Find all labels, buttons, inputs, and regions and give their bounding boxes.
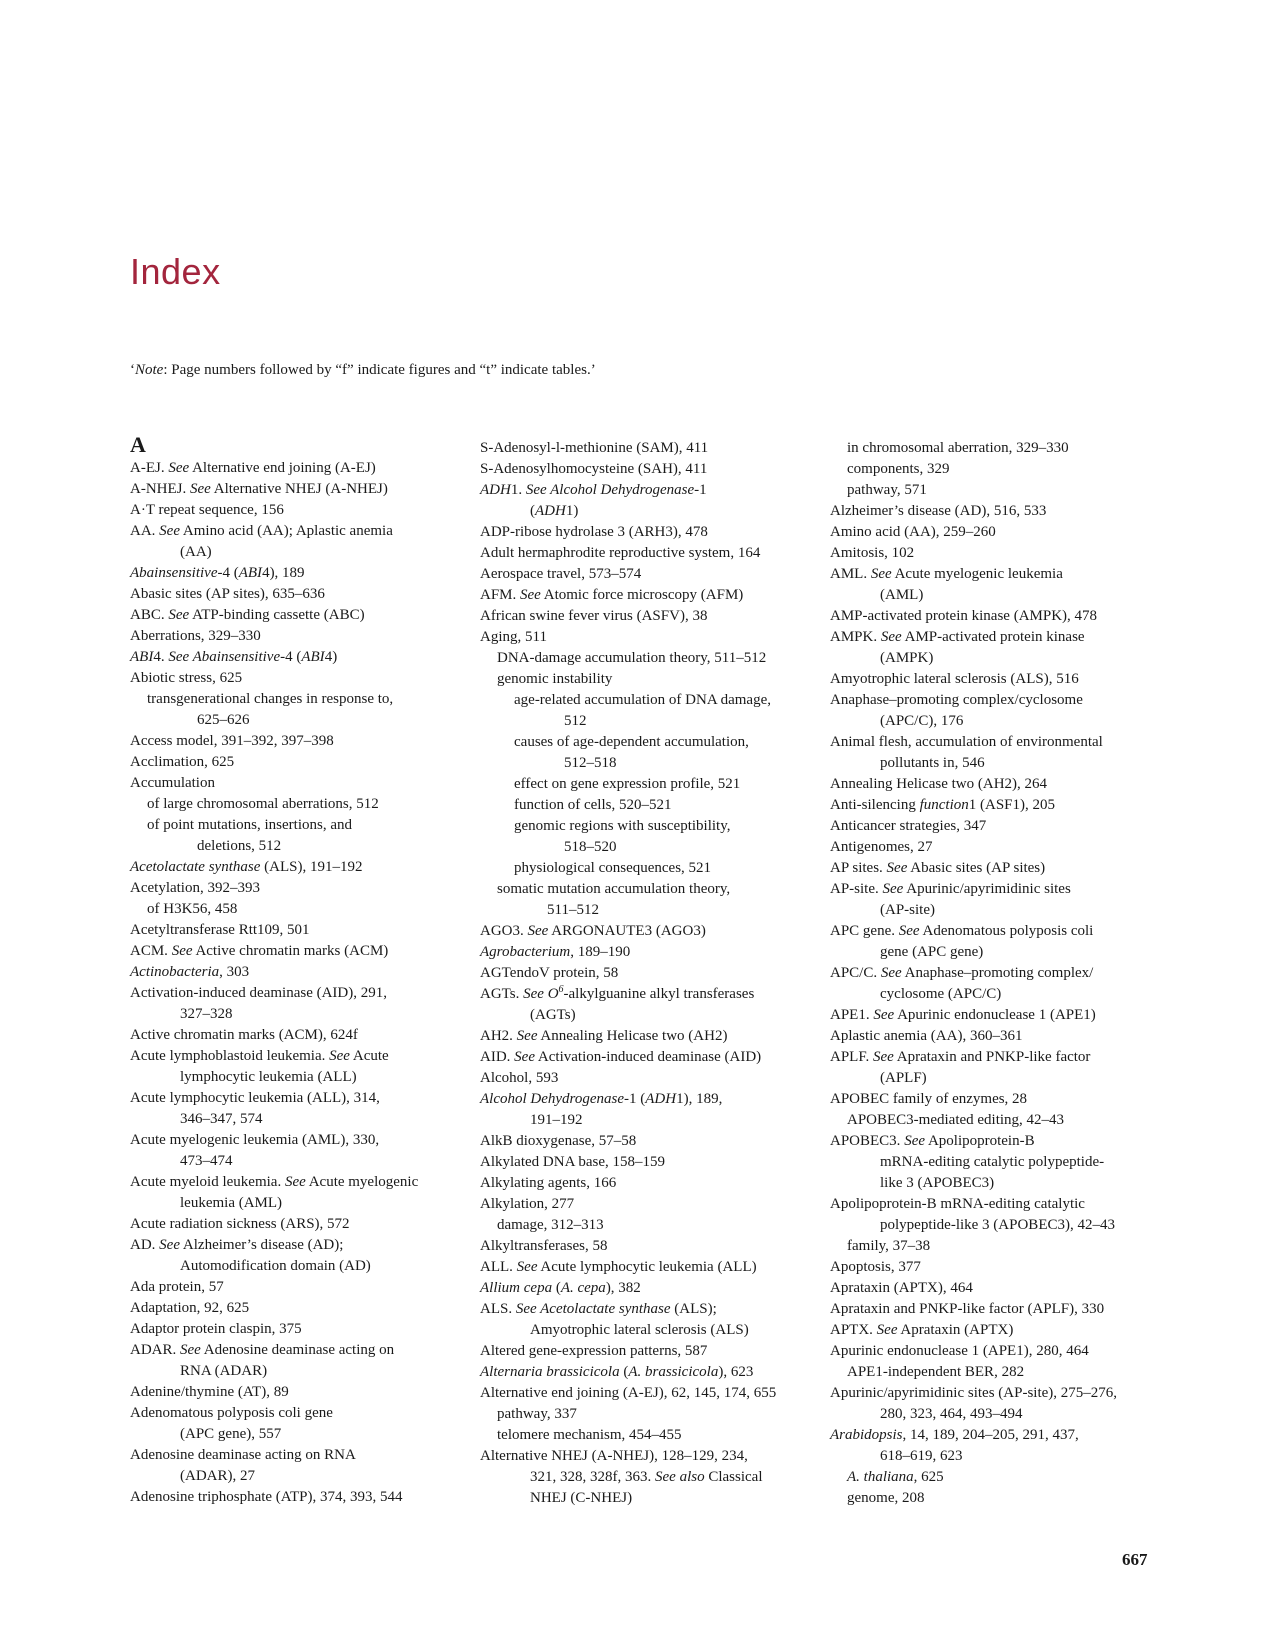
index-entry: Acetyltransferase Rtt109, 501 — [130, 922, 310, 938]
index-entries — [480, 438, 810, 1509]
index-entry: ABI4. See Abainsensitive-4 (ABI4) — [130, 649, 338, 665]
index-entry-continuation: 512–518 — [564, 755, 617, 771]
page-number: 667 — [1122, 1550, 1148, 1569]
index-entry: Altered gene-expression patterns, 587 — [480, 1343, 708, 1359]
index-entry-continuation: cyclosome (APC/C) — [880, 986, 1002, 1002]
index-subentry: in chromosomal aberration, 329–330 — [847, 440, 1069, 456]
index-entry-continuation: Amyotrophic lateral sclerosis (ALS) — [530, 1322, 749, 1338]
index-subentry: APOBEC3-mediated editing, 42–43 — [847, 1112, 1065, 1128]
index-entry: AA. See Amino acid (AA); Aplastic anemia — [130, 523, 393, 539]
index-entry: Alcohol Dehydrogenase-1 (ADH1), 189, — [480, 1091, 723, 1107]
index-entry: Apoptosis, 377 — [830, 1259, 921, 1275]
index-entry-continuation: 473–474 — [180, 1153, 233, 1169]
index-entry: Annealing Helicase two (AH2), 264 — [830, 776, 1048, 792]
index-entry: Allium cepa (A. cepa), 382 — [480, 1280, 641, 1296]
index-entry: Alternative end joining (A-EJ), 62, 145, 174, 655 — [480, 1385, 777, 1401]
index-entry: ADAR. See Adenosine deaminase acting on — [130, 1342, 395, 1358]
index-entry-continuation: 280, 323, 464, 493–494 — [880, 1406, 1023, 1422]
index-subentry: APE1-independent BER, 282 — [847, 1364, 1025, 1380]
index-entry: AD. See Alzheimer’s disease (AD); — [130, 1237, 344, 1253]
index-entry-continuation: leukemia (AML) — [180, 1195, 283, 1211]
index-subentry: function of cells, 520–521 — [514, 797, 672, 813]
index-entry: Aprataxin (APTX), 464 — [830, 1280, 973, 1296]
index-entry: African swine fever virus (ASFV), 38 — [480, 608, 708, 624]
index-entry: Anaphase–promoting complex/cyclosome — [830, 692, 1083, 708]
index-entry: Adaptor protein claspin, 375 — [130, 1321, 302, 1337]
index-entry: Abiotic stress, 625 — [130, 670, 243, 686]
index-entry-continuation: (ADAR), 27 — [180, 1468, 255, 1484]
index-entry: Alcohol, 593 — [480, 1070, 559, 1086]
index-entry: APLF. See Aprataxin and PNKP-like factor — [830, 1049, 1091, 1065]
index-entry: Adenine/thymine (AT), 89 — [130, 1384, 289, 1400]
index-column-2 — [480, 438, 810, 1509]
index-entry: AMP-activated protein kinase (AMPK), 478 — [830, 608, 1098, 624]
index-entry: Abasic sites (AP sites), 635–636 — [130, 586, 325, 602]
index-entry: A-EJ. See Alternative end joining (A-EJ) — [130, 460, 376, 476]
index-entry: Alkylated DNA base, 158–159 — [480, 1154, 665, 1170]
index-entry-continuation: (AMPK) — [880, 650, 934, 666]
index-subentry: A. thaliana, 625 — [847, 1469, 944, 1485]
note-text: : Page numbers followed by “f” indicate figures and “t” indicate tables.’ — [163, 362, 596, 378]
index-subentry: genomic regions with susceptibility, — [514, 818, 731, 834]
index-subentry: genome, 208 — [847, 1490, 925, 1506]
index-entry-continuation: 191–192 — [530, 1112, 583, 1128]
index-column-1 — [130, 432, 460, 1508]
index-entry: Abainsensitive-4 (ABI4), 189 — [130, 565, 305, 581]
index-entry: ALL. See Acute lymphocytic leukemia (ALL) — [480, 1259, 757, 1275]
index-entry-continuation: 346–347, 574 — [180, 1111, 263, 1127]
index-entry: APE1. See Apurinic endonuclease 1 (APE1) — [830, 1007, 1096, 1023]
index-entry: AP sites. See Abasic sites (AP sites) — [830, 860, 1046, 876]
index-entry-continuation: 618–619, 623 — [880, 1448, 963, 1464]
index-subentry: pathway, 337 — [497, 1406, 577, 1422]
index-entry-continuation: (APLF) — [880, 1070, 927, 1086]
index-entry: ACM. See Active chromatin marks (ACM) — [130, 943, 389, 959]
index-entry: Alkyltransferases, 58 — [480, 1238, 608, 1254]
index-subentry: transgenerational changes in response to, — [147, 691, 394, 707]
index-entry-continuation: (ADH1) — [530, 503, 579, 519]
index-entry: Adenosine deaminase acting on RNA — [130, 1447, 356, 1463]
index-entry: AGTs. See $O^6$-alkylguanine alkyl transferases — [480, 984, 755, 1002]
index-entry: Aprataxin and PNKP-like factor (APLF), 330 — [830, 1301, 1105, 1317]
index-entry: Adult hermaphrodite reproductive system, 164 — [480, 545, 761, 561]
index-entry: Access model, 391–392, 397–398 — [130, 733, 334, 749]
index-entry: Apolipoprotein-B mRNA-editing catalytic — [830, 1196, 1085, 1212]
index-subentry: of point mutations, insertions, and — [147, 817, 352, 833]
index-entry: Acetolactate synthase (ALS), 191–192 — [130, 859, 363, 875]
index-entry: AGTendoV protein, 58 — [480, 965, 619, 981]
index-entry: Acute myelogenic leukemia (AML), 330, — [130, 1132, 380, 1148]
index-entry: APC/C. See Anaphase–promoting complex/ — [830, 965, 1094, 981]
index-entry: ABC. See ATP-binding cassette (ABC) — [130, 607, 365, 623]
index-entry: AFM. See Atomic force microscopy (AFM) — [480, 587, 744, 603]
index-entry: Acute lymphoblastoid leukemia. See Acute — [130, 1048, 389, 1064]
index-entry: A-NHEJ. See Alternative NHEJ (A-NHEJ) — [130, 481, 388, 497]
index-entry: Ada protein, 57 — [130, 1279, 224, 1295]
index-entry: Adenomatous polyposis coli gene — [130, 1405, 333, 1421]
index-subentry: somatic mutation accumulation theory, — [497, 881, 731, 897]
index-subentry: effect on gene expression profile, 521 — [514, 776, 741, 792]
index-entry-continuation: (AP-site) — [880, 902, 935, 918]
index-entry: Alkylating agents, 166 — [480, 1175, 617, 1191]
index-entry: APTX. See Aprataxin (APTX) — [830, 1322, 1014, 1338]
index-entry-continuation: gene (APC gene) — [880, 944, 984, 960]
index-entry: Aging, 511 — [480, 629, 547, 645]
index-entry: AML. See Acute myelogenic leukemia — [830, 566, 1063, 582]
index-entry: Anticancer strategies, 347 — [830, 818, 987, 834]
index-entry: Apurinic/apyrimidinic sites (AP-site), 275–276, — [830, 1385, 1118, 1401]
index-entry: A·T repeat sequence, 156 — [130, 502, 284, 518]
index-entries — [130, 458, 460, 1508]
index-entry-continuation: 512 — [564, 713, 587, 729]
index-entry: AP-site. See Apurinic/apyrimidinic sites — [830, 881, 1071, 897]
index-column-3 — [830, 438, 1170, 1509]
index-entry: S-Adenosylhomocysteine (SAH), 411 — [480, 461, 708, 477]
index-subentry: physiological consequences, 521 — [514, 860, 712, 876]
note-label: Note — [135, 362, 164, 378]
index-entry: ALS. See Acetolactate synthase (ALS); — [480, 1301, 717, 1317]
index-entry-continuation: (APC gene), 557 — [180, 1426, 282, 1442]
index-entry: Aplastic anemia (AA), 360–361 — [830, 1028, 1023, 1044]
index-entry: APC gene. See Adenomatous polyposis coli — [830, 923, 1094, 939]
index-subentry: of large chromosomal aberrations, 512 — [147, 796, 379, 812]
index-subentry: genomic instability — [497, 671, 613, 687]
index-entry-continuation: 321, 328, 328f, 363. See also Classical — [530, 1469, 763, 1485]
index-subentry: causes of age-dependent accumulation, — [514, 734, 749, 750]
index-entry: Animal flesh, accumulation of environmental — [830, 734, 1103, 750]
index-entry-continuation: RNA (ADAR) — [180, 1363, 268, 1379]
index-entry: AlkB dioxygenase, 57–58 — [480, 1133, 637, 1149]
index-entry: Acute radiation sickness (ARS), 572 — [130, 1216, 350, 1232]
index-entry: Accumulation — [130, 775, 215, 791]
index-subentry: family, 37–38 — [847, 1238, 931, 1254]
index-subentry: telomere mechanism, 454–455 — [497, 1427, 682, 1443]
index-entry: ADH1. See Alcohol Dehydrogenase-1 — [480, 482, 707, 498]
index-subentry: pathway, 571 — [847, 482, 927, 498]
index-entry-continuation: (AML) — [880, 587, 924, 603]
index-entry-continuation: 518–520 — [564, 839, 617, 855]
index-entry-continuation: (AA) — [180, 544, 212, 560]
index-entry: Amitosis, 102 — [830, 545, 915, 561]
index-entry: Adaptation, 92, 625 — [130, 1300, 250, 1316]
index-subentry: DNA-damage accumulation theory, 511–512 — [497, 650, 767, 666]
index-entry: Alzheimer’s disease (AD), 516, 533 — [830, 503, 1047, 519]
index-entry: ADP-ribose hydrolase 3 (ARH3), 478 — [480, 524, 708, 540]
index-entry: AID. See Activation-induced deaminase (AID) — [480, 1049, 762, 1065]
index-entry-continuation: Automodification domain (AD) — [180, 1258, 371, 1274]
index-subentry: of H3K56, 458 — [147, 901, 238, 917]
index-entry: Acute myeloid leukemia. See Acute myelogenic — [130, 1174, 419, 1190]
index-entry-continuation: (AGTs) — [530, 1007, 576, 1023]
index-entry: Actinobacteria, 303 — [130, 964, 250, 980]
index-entry: S-Adenosyl-l-methionine (SAM), 411 — [480, 440, 709, 456]
index-entry: Arabidopsis, 14, 189, 204–205, 291, 437, — [830, 1427, 1079, 1443]
index-entry: Aerospace travel, 573–574 — [480, 566, 642, 582]
index-entry: Aberrations, 329–330 — [130, 628, 261, 644]
index-entry: Alternaria brassicicola (A. brassicicola), 623 — [480, 1364, 754, 1380]
index-entry-continuation: pollutants in, 546 — [880, 755, 985, 771]
index-entry: AGO3. See ARGONAUTE3 (AGO3) — [480, 923, 706, 939]
section-letter: A — [130, 432, 146, 457]
index-entry: Alkylation, 277 — [480, 1196, 575, 1212]
index-entry-continuation: NHEJ (C-NHEJ) — [530, 1490, 633, 1506]
index-entry-continuation: lymphocytic leukemia (ALL) — [180, 1069, 357, 1085]
index-entry: Antigenomes, 27 — [830, 839, 933, 855]
index-entry: Alternative NHEJ (A-NHEJ), 128–129, 234, — [480, 1448, 748, 1464]
index-entry-continuation: 511–512 — [547, 902, 599, 918]
index-entry: Amyotrophic lateral sclerosis (ALS), 516 — [830, 671, 1079, 687]
index-entry: Activation-induced deaminase (AID), 291, — [130, 985, 387, 1001]
index-entry-continuation: 327–328 — [180, 1006, 233, 1022]
index-entry-continuation: 625–626 — [197, 712, 250, 728]
index-entry-continuation: polypeptide-like 3 (APOBEC3), 42–43 — [880, 1217, 1115, 1233]
index-subentry: damage, 312–313 — [497, 1217, 604, 1233]
index-entry: Acetylation, 392–393 — [130, 880, 260, 896]
note-open-quote: ‘ — [130, 362, 135, 378]
index-subentry: age-related accumulation of DNA damage, — [514, 692, 771, 708]
index-entry: Agrobacterium, 189–190 — [480, 944, 631, 960]
index-entry-continuation: deletions, 512 — [197, 838, 282, 854]
index-entry: APOBEC family of enzymes, 28 — [830, 1091, 1028, 1107]
index-entry: Apurinic endonuclease 1 (APE1), 280, 464 — [830, 1343, 1089, 1359]
index-entry: AMPK. See AMP-activated protein kinase — [830, 629, 1085, 645]
index-note — [130, 360, 596, 380]
index-entry: APOBEC3. See Apolipoprotein-B — [830, 1133, 1035, 1149]
index-entry-continuation: like 3 (APOBEC3) — [880, 1175, 995, 1191]
page-title: Index — [130, 251, 221, 292]
index-entries — [830, 438, 1170, 1509]
index-entry: Amino acid (AA), 259–260 — [830, 524, 996, 540]
index-entry-continuation: (APC/C), 176 — [880, 713, 964, 729]
index-entry: Active chromatin marks (ACM), 624f — [130, 1027, 358, 1043]
index-entry: Acclimation, 625 — [130, 754, 235, 770]
index-entry: Anti-silencing function1 (ASF1), 205 — [830, 797, 1056, 813]
index-subentry: components, 329 — [847, 461, 950, 477]
index-entry: Adenosine triphosphate (ATP), 374, 393, 544 — [130, 1489, 403, 1505]
index-entry-continuation: mRNA-editing catalytic polypeptide- — [880, 1154, 1105, 1170]
index-entry: AH2. See Annealing Helicase two (AH2) — [480, 1028, 728, 1044]
index-entry: Acute lymphocytic leukemia (ALL), 314, — [130, 1090, 380, 1106]
